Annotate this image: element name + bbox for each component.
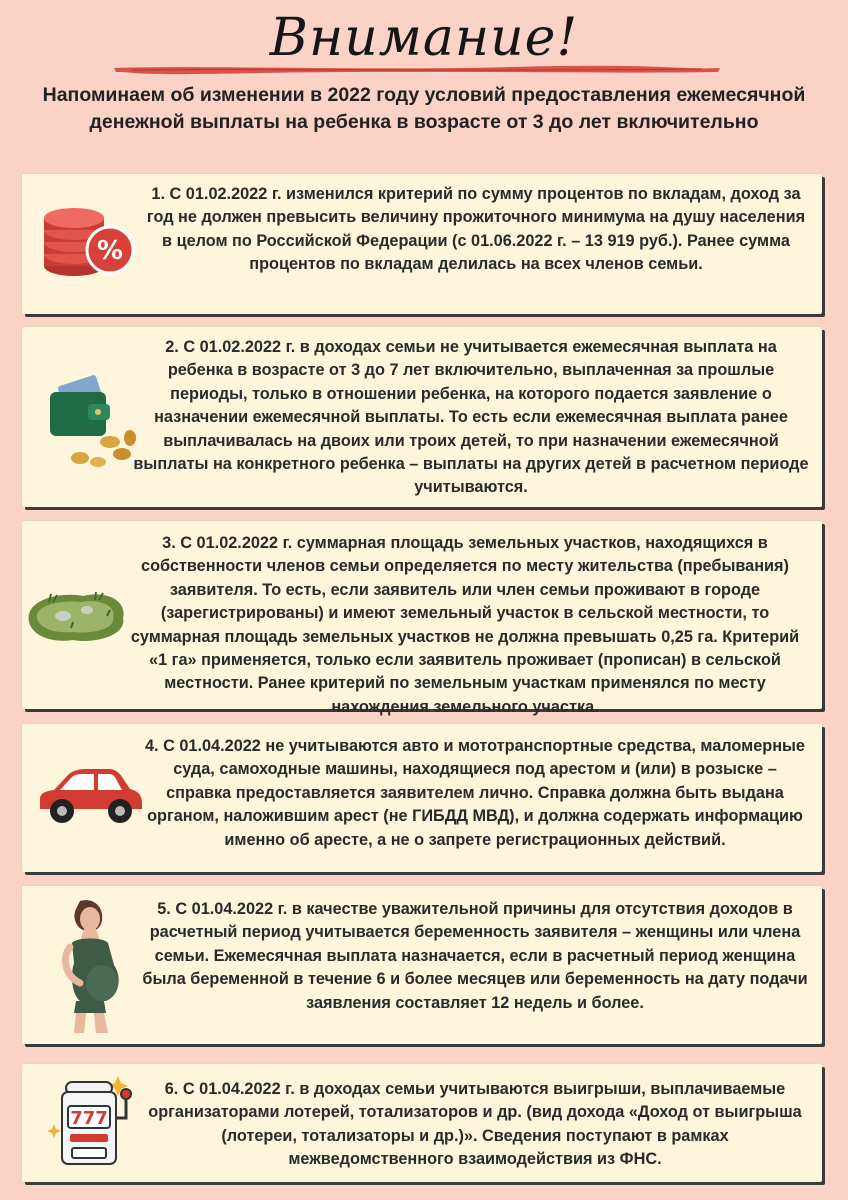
title-underline xyxy=(112,62,722,76)
info-card-6 xyxy=(22,1064,822,1182)
coins-percent-icon xyxy=(28,174,152,314)
info-card-1 xyxy=(22,174,822,314)
info-text-6: 6. С 01.04.2022 г. в доходах семьи учитываются выигрыши, выплачиваемые организаторами лотерей, тотализаторов и др. (вид дохода «Доход от выигрыша (лотереи, тотализаторы и др.)». Сведения поступают в рамках межведомственного взаимодействия из ФНС. xyxy=(148,1080,802,1169)
svg-text:%: % xyxy=(96,236,124,266)
info-card-2 xyxy=(22,327,822,507)
info-text-4: 4. С 01.04.2022 не учитываются авто и мототранспортные средства, маломерные суда, самоходные машины, находящиеся под арестом и (или) в розыске – справка предоставляется заявителем лично. Справка должна быть выдана органом, наложившим арест (не ГИБДД МВД), и должна содержать информацию именно об аресте, а не о запрете регистрационных действий. xyxy=(144,737,805,849)
info-text-1: 1. С 01.02.2022 г. изменился критерий по сумму процентов по вкладам, доход за год не должен превысить величину прожиточного минимума на душу населения в целом по Российской Федерации (с 01.06.2022 г. – 13 919 руб.). Ранее сумма процентов по вкладам делилась на всех членов семьи. xyxy=(146,185,806,274)
land-plot-icon xyxy=(22,521,132,709)
info-card-4 xyxy=(22,724,822,872)
info-text-3: 3. С 01.02.2022 г. суммарная площадь земельных участков, находящихся в собственности членов семьи определяется по месту жительства (пребывания) заявителя. То есть, если заявитель или член семьи проживают в городе (зарегистрированы) и имеют земельный участок в сельской местности, то суммарная площадь земельных участков не должна превышать 0,25 га. Критерий «1 га» применяется, только если заявитель проживает (прописан) в сельской местности. Ранее критерий по земельным участкам применялся по месту нахождения земельного участка. xyxy=(130,534,800,716)
page-title: Внимание! xyxy=(269,8,579,68)
info-text-5: 5. С 01.04.2022 г. в качестве уважительной причины для отсутствия доходов в расчетный период учитывается беременность заявителя – женщины или члена семьи. Ежемесячная выплата назначается, если в расчетный период женщина была беременной в течение 6 и более месяцев или беременность на дату подачи заявления составляет 12 недель и более. xyxy=(142,900,808,1012)
car-icon xyxy=(28,724,152,872)
svg-text:777: 777 xyxy=(70,1108,108,1129)
info-card-5 xyxy=(22,886,822,1044)
slot-machine-icon xyxy=(28,1064,152,1182)
info-text-2: 2. С 01.02.2022 г. в доходах семьи не учитывается ежемесячная выплата на ребенка в возрасте от 3 до 7 лет включительно, выплаченная за прошлые периоды, только в отношении ребенка, на которого подается заявление о назначении ежемесячной выплаты. То есть если ежемесячная выплата ранее выплачивалась на двоих или троих детей, то при назначении ежемесячной выплаты на конкретного ребенка – выплаты на других детей в расчетном периоде учитываются. xyxy=(133,338,809,497)
pregnant-woman-icon xyxy=(28,886,152,1044)
info-card-3 xyxy=(22,521,822,716)
subtitle: Напоминаем об изменении в 2022 году условий предоставления ежемесячной денежной выплаты на ребенка в возрасте от 3 до лет включительно xyxy=(42,84,806,133)
